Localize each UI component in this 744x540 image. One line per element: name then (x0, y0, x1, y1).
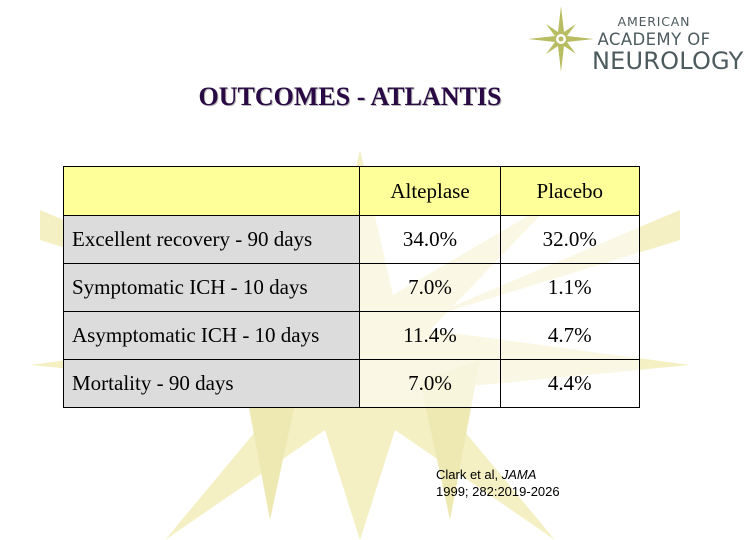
table-row (64, 312, 640, 360)
table-header-row (64, 167, 640, 216)
placebo-value: 4.7% (500, 312, 639, 360)
slide-title: OUTCOMES - ATLANTIS (198, 82, 502, 111)
logo-star-icon (526, 4, 596, 74)
outcomes-table (63, 166, 640, 408)
row-label: Mortality - 90 days (64, 360, 360, 408)
logo-line-2: ACADEMY OF (597, 29, 711, 49)
table-row (64, 360, 640, 408)
citation-details: 1999; 282:2019-2026 (436, 484, 560, 499)
header-corner-cell (64, 167, 360, 216)
placebo-value: 1.1% (500, 264, 639, 312)
row-label: Asymptomatic ICH - 10 days (64, 312, 360, 360)
alteplase-value: 34.0% (360, 216, 500, 264)
header-alteplase: Alteplase (360, 167, 500, 216)
logo-line-3: NEUROLOGY (592, 47, 744, 75)
aan-logo (526, 4, 744, 78)
logo-line-1: AMERICAN (617, 14, 691, 29)
row-label: Excellent recovery - 90 days (64, 216, 360, 264)
citation-authors: Clark et al, (436, 467, 499, 482)
logo-wordmark (592, 14, 744, 75)
table-row (64, 216, 640, 264)
citation-line-1 (436, 466, 560, 483)
citation (436, 466, 560, 500)
alteplase-value: 11.4% (360, 312, 500, 360)
table-row (64, 264, 640, 312)
header-placebo: Placebo (500, 167, 639, 216)
row-label: Symptomatic ICH - 10 days (64, 264, 360, 312)
alteplase-value: 7.0% (360, 360, 500, 408)
alteplase-value: 7.0% (360, 264, 500, 312)
placebo-value: 32.0% (500, 216, 639, 264)
citation-journal: JAMA (501, 467, 537, 482)
placebo-value: 4.4% (500, 360, 639, 408)
